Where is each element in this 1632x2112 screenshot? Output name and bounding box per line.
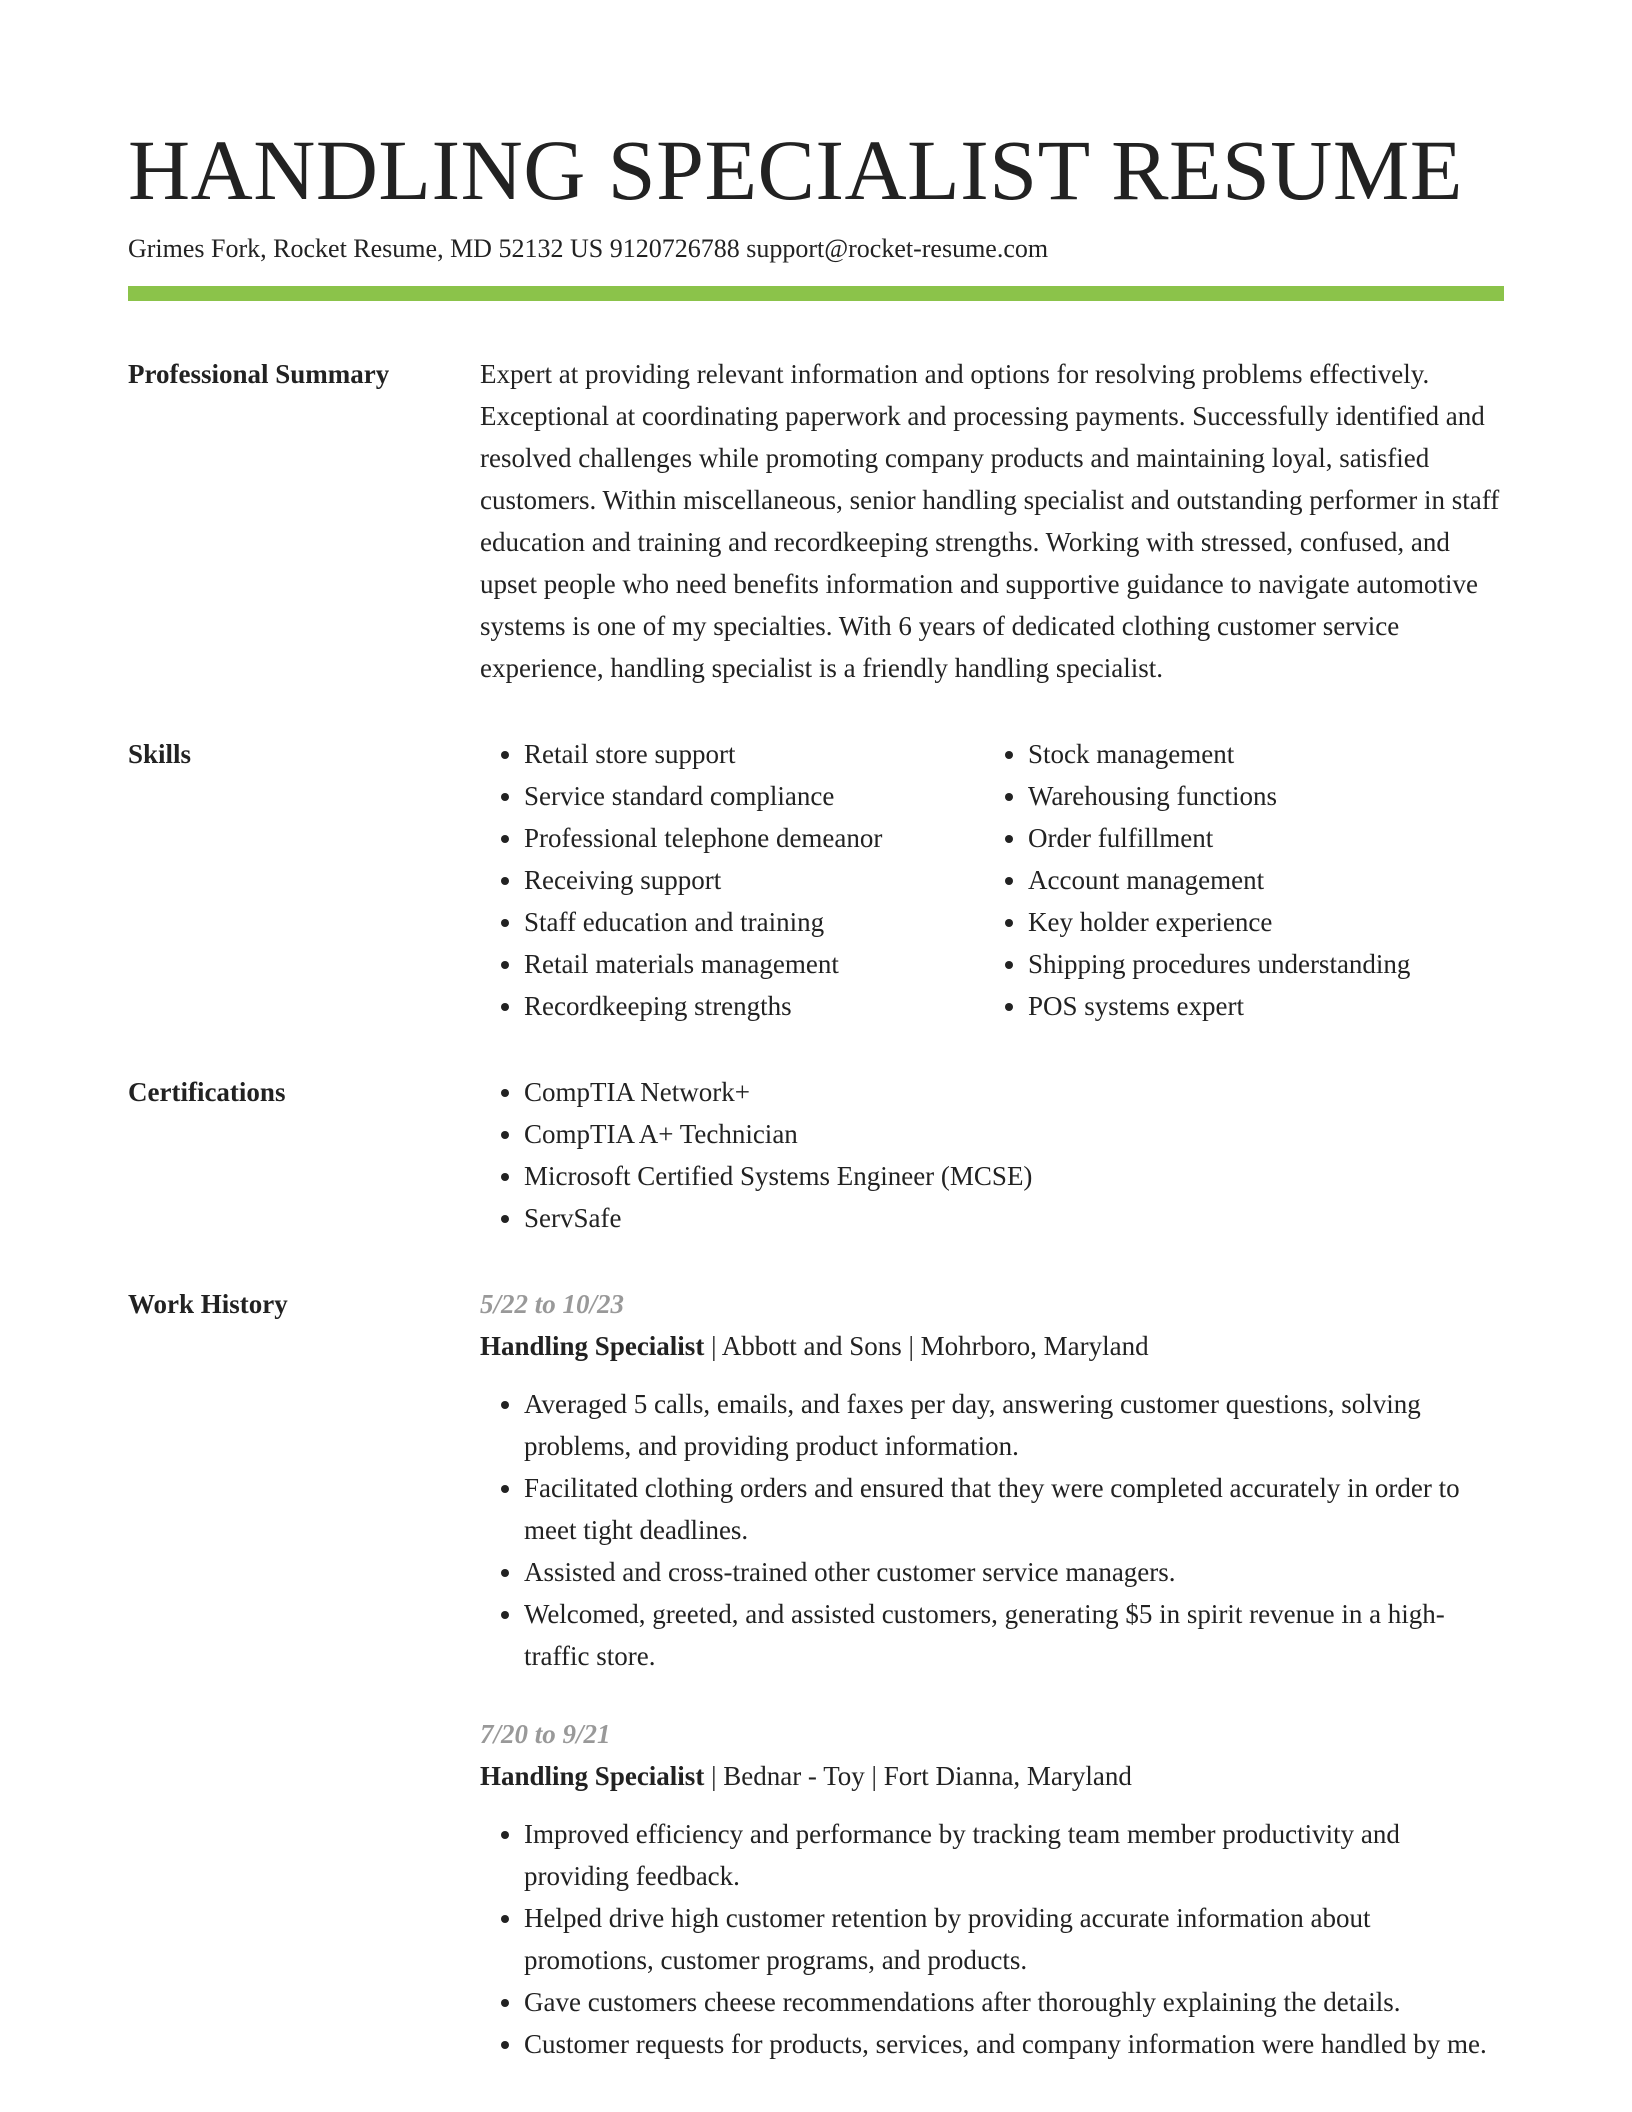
contact-line: Grimes Fork, Rocket Resume, MD 52132 US 9120726788 support@rocket-resume.com: [128, 234, 1049, 263]
job-bullet: • Helped drive high customer retention by providing accurate information about promotions, customer programs, and products.: [524, 1897, 1504, 1981]
job-dates: 5/22 to 10/23: [480, 1289, 625, 1319]
skill-item: • Receiving support: [524, 859, 984, 901]
skill-item: • Recordkeeping strengths: [524, 985, 984, 1027]
professional-summary-section: [128, 353, 1504, 689]
section-body: [480, 1283, 1504, 2065]
skill-item: • Warehousing functions: [1028, 775, 1488, 817]
skill-item: • Shipping procedures understanding: [1028, 943, 1488, 985]
job-heading: [480, 1755, 1504, 1797]
job-bullet: • Gave customers cheese recommendations after thoroughly explaining the details.: [524, 1981, 1504, 2023]
certification-item: • CompTIA A+ Technician: [524, 1113, 1504, 1155]
accent-divider: [128, 286, 1504, 301]
job-dates: 7/20 to 9/21: [480, 1719, 611, 1749]
skills-column-right: [984, 733, 1488, 1027]
job-entry: [480, 1713, 1504, 2065]
section-label: Work History: [128, 1289, 288, 1319]
job-entry: [480, 1283, 1504, 1677]
skill-item: • Retail materials management: [524, 943, 984, 985]
job-bullet: • Facilitated clothing orders and ensured that they were completed accurately in order to meet tight deadlines.: [524, 1467, 1504, 1551]
skills-grid: [480, 733, 1504, 1027]
skill-item: • Professional telephone demeanor: [524, 817, 984, 859]
job-heading: [480, 1325, 1504, 1367]
job-title: Handling Specialist: [480, 1761, 705, 1791]
job-bullet: • Customer requests for products, services, and company information were handled by me.: [524, 2023, 1504, 2065]
job-details: | Abbott and Sons | Mohrboro, Maryland: [704, 1331, 1149, 1361]
skill-item: • Account management: [1028, 859, 1488, 901]
skill-item: • Retail store support: [524, 733, 984, 775]
certification-item: • ServSafe: [524, 1197, 1504, 1239]
certification-item: • Microsoft Certified Systems Engineer (MCSE): [524, 1155, 1504, 1197]
job-bullet: • Improved efficiency and performance by tracking team member productivity and providing feedback.: [524, 1813, 1504, 1897]
job-title: Handling Specialist: [480, 1331, 705, 1361]
resume-page: [128, 122, 1504, 2065]
work-history-section: [128, 1283, 1504, 2065]
job-bullet: • Assisted and cross-trained other customer service managers.: [524, 1551, 1504, 1593]
summary-text: Expert at providing relevant information and options for resolving problems effectively. Exceptional at coordinating paperwork and processing payments. Successfully identified and resolved challenges while promoting company products and maintaining loyal, satisfied customers. Within miscellaneous, senior handling specialist and outstanding performer in staff education and training and recordkeeping strengths. Working with stressed, confused, and upset people who need benefits information and supportive guidance to navigate automotive systems is one of my specialties. With 6 years of dedicated clothing customer service experience, handling specialist is a friendly handling specialist.: [480, 359, 1500, 683]
section-body: [480, 353, 1504, 689]
page-title: HANDLING SPECIALIST RESUME: [128, 122, 1463, 218]
skills-section: [128, 733, 1504, 1027]
skill-item: • Stock management: [1028, 733, 1488, 775]
certification-item: • CompTIA Network+: [524, 1071, 1504, 1113]
section-label: Professional Summary: [128, 359, 390, 389]
job-details: | Bednar - Toy | Fort Dianna, Maryland: [704, 1761, 1132, 1791]
certifications-section: [128, 1071, 1504, 1239]
skill-item: • Service standard compliance: [524, 775, 984, 817]
skill-item: • Order fulfillment: [1028, 817, 1488, 859]
job-bullet: • Averaged 5 calls, emails, and faxes per day, answering customer questions, solving problems, and providing product information.: [524, 1383, 1504, 1467]
skill-item: • POS systems expert: [1028, 985, 1488, 1027]
section-label: Skills: [128, 739, 192, 769]
skill-item: • Key holder experience: [1028, 901, 1488, 943]
section-body: [480, 1071, 1504, 1239]
skills-column-left: [480, 733, 984, 1027]
skill-item: • Staff education and training: [524, 901, 984, 943]
section-label: Certifications: [128, 1077, 286, 1107]
job-bullet: • Welcomed, greeted, and assisted customers, generating $5 in spirit revenue in a high-traffic store.: [524, 1593, 1504, 1677]
